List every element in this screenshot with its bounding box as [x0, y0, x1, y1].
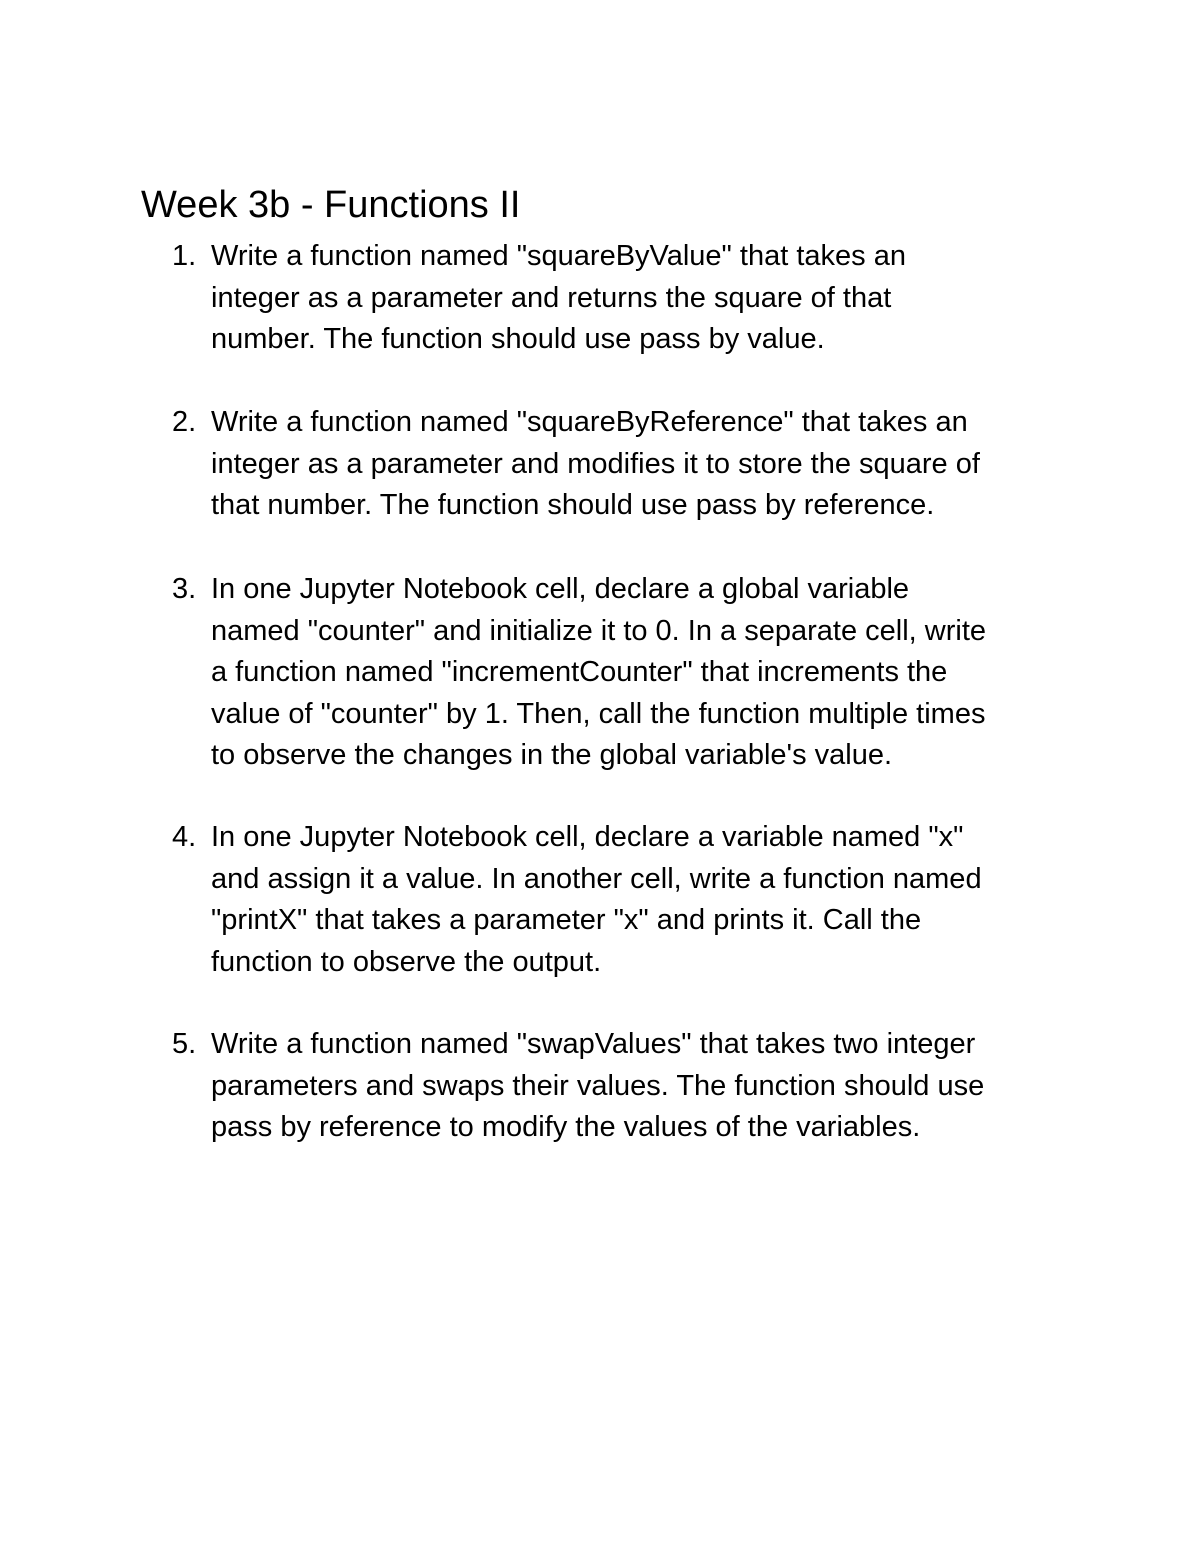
task-line: named "counter" and initialize it to 0. In a separate cell, write — [211, 614, 986, 647]
page-title: Week 3b - Functions II — [141, 184, 521, 226]
task-text — [211, 236, 1071, 361]
task-number: 3. — [172, 573, 197, 605]
task-line: a function named "incrementCounter" that increments the — [211, 656, 948, 688]
task-line: integer as a parameter and modifies it to store the square of — [211, 447, 980, 480]
task-text — [211, 817, 1071, 983]
task-number: 1. — [172, 240, 197, 272]
task-line: Write a function named "swapValues" that takes two integer — [211, 1028, 976, 1060]
task-number: 4. — [172, 821, 197, 853]
task-line: number. The function should use pass by value. — [211, 323, 825, 355]
task-text — [211, 402, 1071, 527]
task-line: pass by reference to modify the values of the variables. — [211, 1111, 921, 1143]
task-line: Write a function named "squareByValue" that takes an — [211, 240, 906, 272]
task-line: In one Jupyter Notebook cell, declare a variable named "x" — [211, 821, 964, 853]
task-line: function to observe the output. — [211, 945, 602, 978]
task-line: parameters and swaps their values. The function should use — [211, 1069, 985, 1102]
task-line: to observe the changes in the global variable's value. — [211, 739, 893, 771]
task-text — [211, 569, 1071, 777]
task-line: Write a function named "squareByReference" that takes an — [211, 406, 968, 438]
task-line: In one Jupyter Notebook cell, declare a global variable — [211, 573, 910, 605]
task-text — [211, 1024, 1071, 1149]
task-line: that number. The function should use pass by reference. — [211, 489, 935, 521]
task-line: "printX" that takes a parameter "x" and prints it. Call the — [211, 904, 922, 936]
task-number: 2. — [172, 406, 197, 438]
task-number: 5. — [172, 1028, 197, 1060]
task-line: value of "counter" by 1. Then, call the function multiple times — [211, 697, 986, 730]
task-line: and assign it a value. In another cell, write a function named — [211, 862, 982, 895]
task-line: integer as a parameter and returns the square of that — [211, 281, 892, 314]
